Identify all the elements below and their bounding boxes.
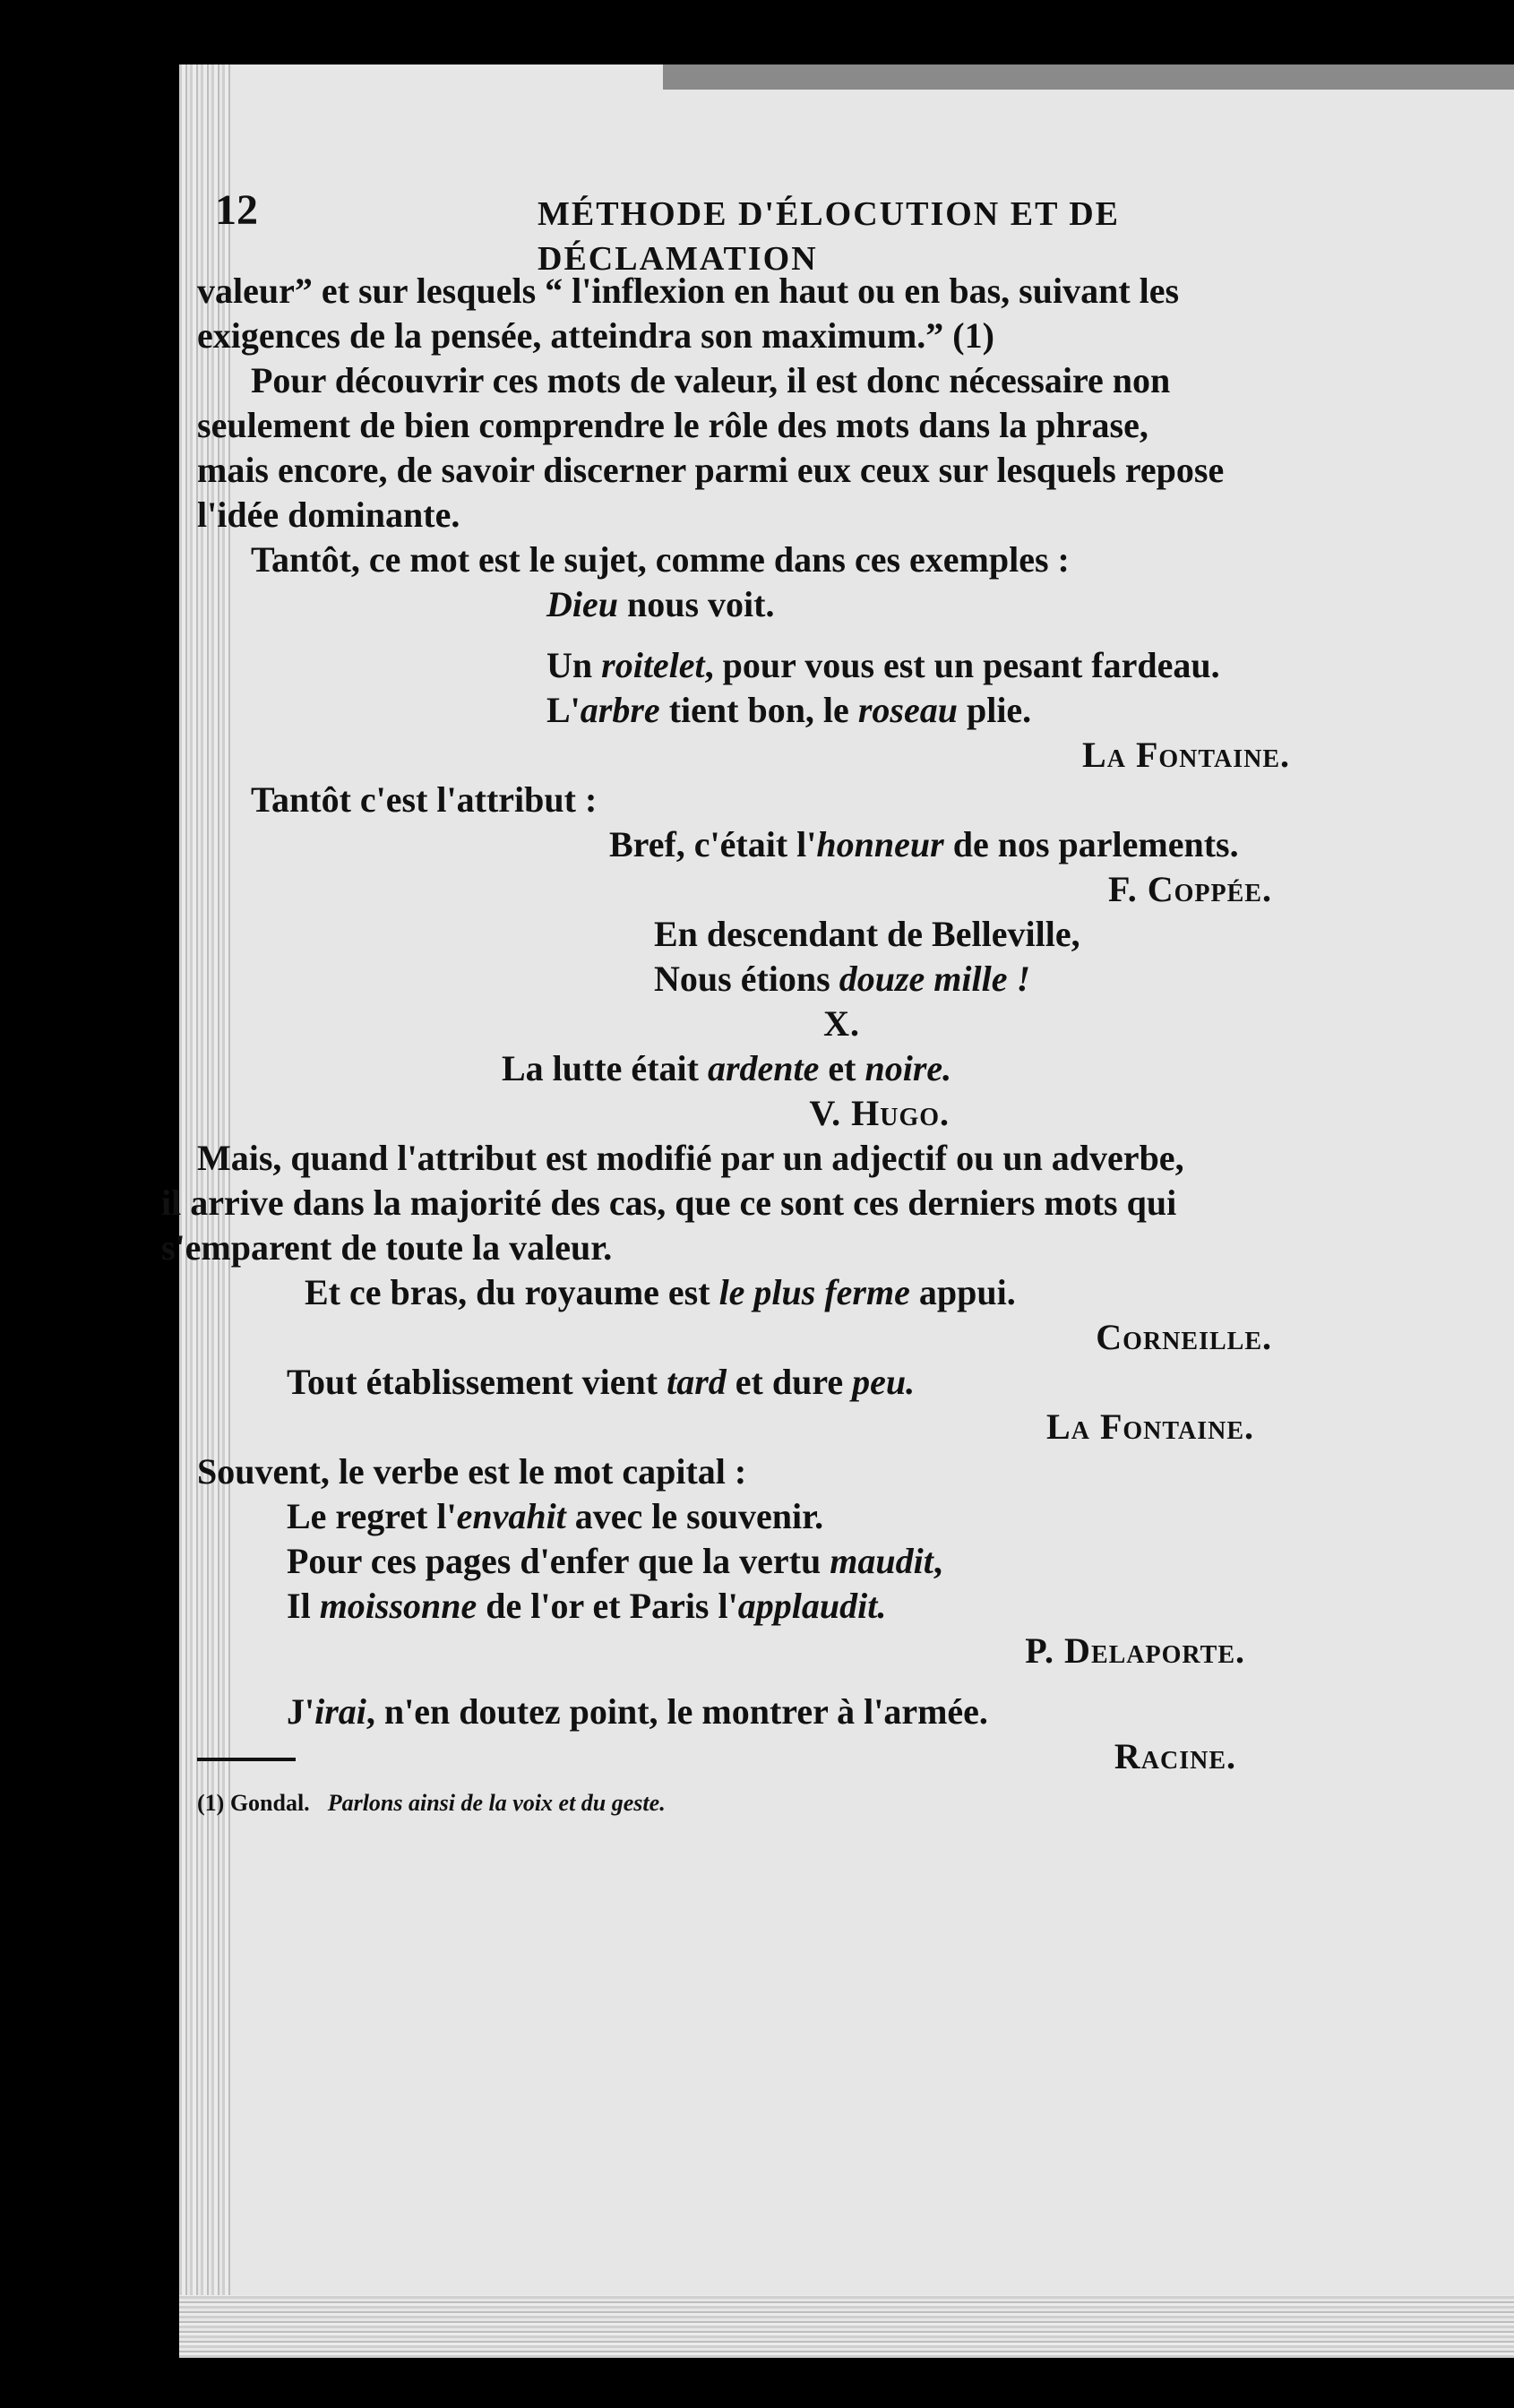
text-line: Pour découvrir ces mots de valeur, il est donc nécessaire non [251, 360, 1171, 400]
text-line: s'emparent de toute la valeur. [161, 1227, 613, 1268]
text: nous voit. [618, 584, 775, 624]
emphasis: roseau [857, 690, 958, 730]
paragraph-4 [161, 778, 1344, 822]
text: Pour ces pages d'enfer que la vertu [287, 1541, 830, 1581]
text-line: seulement de bien comprendre le rôle des mots dans la phrase, [197, 405, 1148, 445]
text: En descendant de Belleville, [654, 914, 1080, 954]
page-number: 12 [215, 186, 258, 234]
text: Un [546, 645, 602, 685]
text: Bref, c'était l' [609, 824, 817, 864]
emphasis: honneur [816, 824, 944, 864]
attribution-x: X. [823, 1003, 860, 1044]
text: Nous étions [654, 959, 839, 999]
footnote-marker: (1) Gondal. [197, 1790, 310, 1816]
emphasis: roitelet [601, 645, 705, 685]
footnote-text: Parlons ainsi de la voix et du geste. [327, 1790, 666, 1816]
attribution-delaporte: P. Delaporte. [1025, 1630, 1245, 1671]
emphasis: maudit [830, 1541, 933, 1581]
emphasis: envahit [456, 1496, 566, 1536]
text-line: l'idée dominante. [197, 494, 460, 535]
text-line: il arrive dans la majorité des cas, que ce sont ces derniers mots qui [161, 1182, 1177, 1223]
text: appui. [909, 1272, 1016, 1312]
attribution-racine: Racine. [1114, 1736, 1236, 1776]
text: , n'en doutez point, le montrer à l'armée. [366, 1691, 988, 1732]
emphasis: tard [667, 1362, 727, 1402]
emphasis: irai [314, 1691, 366, 1732]
emphasis: Dieu [546, 584, 618, 624]
attribution-la-fontaine-2: La Fontaine. [1046, 1406, 1254, 1447]
footnote [161, 1788, 1344, 1819]
example-4 [161, 822, 1344, 867]
example-1 [161, 582, 1344, 627]
emphasis: noire. [865, 1048, 952, 1088]
example-3 [161, 688, 1344, 733]
footnote-rule [197, 1758, 296, 1761]
attribution-hugo: V. Hugo. [809, 1093, 950, 1133]
text-line: mais encore, de savoir discerner parmi eux ceux sur lesquels repose [197, 450, 1225, 490]
text: La lutte était [502, 1048, 708, 1088]
text: avec le souvenir. [565, 1496, 824, 1536]
emphasis: ardente [707, 1048, 820, 1088]
running-title: MÉTHODE D'ÉLOCUTION ET DE DÉCLAMATION [538, 195, 1121, 278]
scan-top-strip [663, 64, 1514, 90]
emphasis: le plus ferme [718, 1272, 910, 1312]
text: et dure [726, 1362, 853, 1402]
page-content [161, 188, 1344, 1819]
emphasis: arbre [580, 690, 660, 730]
example-2 [161, 643, 1344, 688]
text: Tout établissement vient [287, 1362, 667, 1402]
text: tient bon, le [659, 690, 858, 730]
text: de l'or et Paris l' [477, 1586, 738, 1626]
example-7 [161, 1270, 1344, 1315]
paragraph-2 [161, 358, 1344, 538]
text: plie. [957, 690, 1032, 730]
paragraph-6 [161, 1449, 1344, 1494]
page-edge-bottom [179, 2295, 1514, 2358]
text: J' [287, 1691, 315, 1732]
paragraph-1 [161, 269, 1344, 358]
example-12 [161, 1690, 1344, 1734]
text: de nos parlements. [943, 824, 1239, 864]
text: Et ce bras, du royaume est [305, 1272, 719, 1312]
text: , pour vous est un pesant fardeau. [704, 645, 1220, 685]
example-8 [161, 1360, 1344, 1405]
text: , [933, 1541, 942, 1581]
emphasis: peu. [852, 1362, 916, 1402]
text-line: Souvent, le verbe est le mot capital : [197, 1451, 747, 1492]
paragraph-5 [161, 1136, 1344, 1270]
example-5 [161, 912, 1344, 1002]
attribution-la-fontaine: La Fontaine. [1082, 735, 1290, 775]
text-line: Tantôt c'est l'attribut : [251, 779, 598, 820]
text-line: valeur” et sur lesquels “ l'inflexion en haut ou en bas, suivant les [197, 271, 1180, 311]
text: L' [546, 690, 581, 730]
paragraph-3 [161, 538, 1344, 582]
example-6 [161, 1046, 1344, 1091]
text: et [819, 1048, 865, 1088]
page-header [161, 186, 1344, 278]
text: Il [287, 1586, 320, 1626]
attribution-coppee: F. Coppée. [1108, 869, 1272, 909]
text-line: Tantôt, ce mot est le sujet, comme dans ces exemples : [251, 539, 1070, 580]
emphasis: applaudit. [737, 1586, 887, 1626]
text-line: exigences de la pensée, atteindra son maximum.” (1) [197, 315, 994, 356]
example-9 [161, 1494, 1344, 1629]
text-line: Mais, quand l'attribut est modifié par un adjectif ou un adverbe, [197, 1138, 1184, 1178]
attribution-corneille: Corneille. [1096, 1317, 1272, 1357]
emphasis: moissonne [319, 1586, 477, 1626]
text: Le regret l' [287, 1496, 457, 1536]
emphasis: douze mille ! [839, 959, 1031, 999]
